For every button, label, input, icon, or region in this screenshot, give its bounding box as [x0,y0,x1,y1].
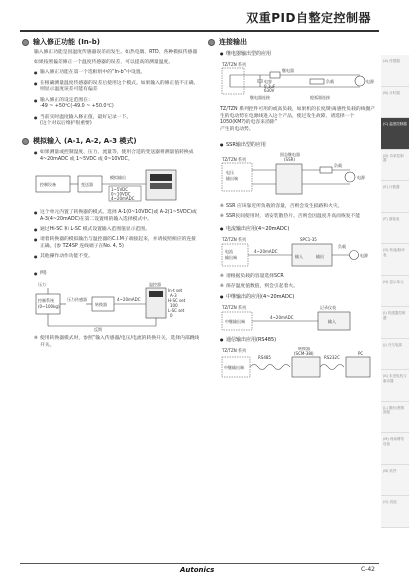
label-model: TZ/TZN 系列 [222,62,246,68]
label-ssr: 固态继电器 [280,151,300,157]
right-column [208,38,376,381]
label-relay: 继电器 [282,68,294,74]
example-label: ● 例) [34,271,200,277]
label-temperature-controller: 温控器 [149,282,161,288]
section-input-correction-heading [22,38,200,47]
sidebar-item-logic-panels[interactable]: (L) 图形/逻辑面板 [381,402,409,434]
analog-input-diagram [34,166,200,206]
label-model: TZ/TZN 系列 [222,305,246,311]
section-subtitle: (In-b) [78,38,100,46]
label-load: 负载 [326,79,334,85]
range-0-10vdc: 0~10VDC [111,191,131,197]
sidebar-item-counters[interactable]: (E) 计数器 [381,181,409,213]
label-load: 负载 [338,243,346,249]
communication-output-diagram [220,347,376,381]
bullet-item: ● 在根确测量温度传感器的误差后使用这个模式。如果输入的修正值不正确，则显示温度误差可能有偏差 [34,81,200,94]
param-lsc: L-SC set [168,308,185,314]
bullet-item: ● 这个单元内置了转换器的模式。选择 A-1(0~10VDC)或 A-2(1~5VDC)或 A-3(4~20mADC)在第二设置组的输入选择模式中。 [34,210,200,223]
label-converter: 转换器 [95,302,107,308]
param-in-t: In-t set [168,288,183,294]
subsection-heading: ● 通信输出应用(RS485) [220,337,376,344]
section-title: 输入修正功能 [33,38,75,46]
section-subtitle: (A-1, A-2, A-3 模式) [64,136,137,145]
section-title: 模拟输入 [33,136,61,145]
note-item: ※ SSR民间使用时，请安装散热片。否则会因温度升高而恢复不能 [220,214,376,220]
label-feedback: 反馈 [94,327,102,333]
paragraph-text: 产生的电动势。 [220,126,254,132]
pressure-example-diagram [34,280,200,332]
sidebar-item-sensor-controllers[interactable]: (I) 传感器控制器 [381,307,409,339]
label-signal: 4~20mADC [270,315,294,321]
paragraph: 如果按照偏差修正一个温度传感器的误差，可以提高的测量温度。 [34,59,174,65]
power-source-icon [355,76,365,86]
twisted-pair-line [250,364,290,369]
param-100: 100 [170,303,178,309]
page-footer [0,557,409,579]
note-item: ※ 请根据负载的容量选择SCR [220,274,376,280]
label-control-device: 控制设备 [40,182,56,188]
sidebar-item-power-controllers[interactable]: (D) 功率控制器 [381,150,409,182]
label-rs485: RS485 [258,354,271,360]
range-1-5vdc: 1~5VDC [111,187,129,193]
sidebar-item-timers[interactable]: (B) 计时器 [381,87,409,119]
label-analog-output: 模拟输出 [110,175,126,181]
label-rs232c: RS232C [324,354,340,360]
section-output-connection-heading [208,38,376,47]
bullet-item [34,98,200,111]
label-load: 负载 [334,162,342,168]
label-pressure-sensor: 压力传感器 [67,297,87,303]
label-converter: 转换器 [298,346,310,351]
label-retransmit-terminal: 中继输出端 [225,319,245,325]
label-output-terminal: 输出端 [225,254,237,260]
bullet-note: (这个对以后维护很重要) [40,121,92,127]
sidebar-item-field-network[interactable]: (M) 现场网络设备 [381,433,409,465]
section-analog-input-heading [22,137,200,146]
footer-rule [20,563,379,564]
bullet-item [34,115,200,128]
label-model: TZ/TZN 系列 [222,236,246,242]
sidebar-item-temperature-controllers[interactable]: (C) 温度控制器 [381,118,409,150]
brand-logo: Autonics [180,566,215,574]
subsection-heading: ● 中继输出的应用(4~20mADC) [220,294,376,301]
range-text: -49 ~ +50℃(-49.0 ~ +50.0℃) [40,104,114,110]
sidebar-item-stepper-motors[interactable]: (K) 步进电机与驱动器 [381,370,409,402]
label-retransmit-terminal: 中继输出端 [224,364,244,370]
analog-input-schematic [34,166,194,206]
label-control-system: 控制系统 [38,298,54,304]
current-output-diagram [220,236,376,270]
note-item: ※ 保存温度值数值，则会引起着火。 [220,284,376,290]
label-signal: 4~20mADC [254,248,278,254]
label-cap-value: 0.1uF [264,84,276,90]
label-spark-connection: 熄弧器连接 [310,95,330,101]
label-power: 电源 [366,79,374,85]
sidebar-item-panel-meters[interactable]: (F) 面板表 [381,213,409,245]
bullet-item: ● 其他操作动作功能不变。 [34,254,200,260]
bullet-item: ● 输入修正功能在第一个选框组中的“In-b”中设置。 [34,70,200,76]
bullet-text: 当前实时温度输入修正值，最好记录一下。 [40,114,132,120]
label-input: 输入 [328,319,336,325]
bullet-item: ● 请着转换器的模拟输出与温控器的C.I.M子端接起来，并请按照相应的连接正确。(参 TZ4SP 连线端子在No. 4, 5) [34,237,200,250]
label-recorder: 记录仪表 [320,305,336,311]
range-4-20madc: 4~20mADC [111,196,135,202]
section-title: 连接输出 [219,38,247,46]
bullet-item: ● 通过Hi-SC 和 L-SC 模式设置输入范围值显示范围。 [34,227,200,233]
page-number: C-42 [361,566,375,573]
label-voltage: 电压 [226,169,234,175]
label-model: TZ/TZN 系列 [222,156,246,162]
note-item: ※ SSR 应该靠近所负载的容量，否则会发生损路和火灾。 [220,204,376,210]
label-transmitter: 变送器 [81,182,93,188]
bullet-item: ● 如果测量或控制湿度、压力、流量等，使用合适的变送器将测量值转换成 4~20mADC 或 1~5VDC 或 0~10VDC。 [34,150,200,163]
label-pressure-range: (0~100kg) [38,304,60,310]
label-model: TZ/TZN 系列 [222,347,246,353]
label-spc: SPC1-35 [300,236,317,242]
sidebar-item-power-supplies[interactable]: (J) 开关电源 [381,339,409,371]
subsection-heading: ● 电流输出应用(4~20mADC) [220,226,376,233]
bullet-text: 输入修正的设定范围在： [40,97,93,103]
relay-schematic [220,61,375,101]
page-title: 双重PID自整定控制器 [246,11,371,25]
twisted-pair-line [320,364,344,369]
label-pressure: 压力 [38,282,46,288]
sidebar-item-sensors[interactable]: (A) 传感器 [381,55,409,87]
retransmit-schematic [220,304,375,334]
current-output-schematic [220,236,375,270]
label-pc: PC [358,350,364,356]
ssr-output-diagram [220,152,376,200]
param-a3: A-3 [170,293,177,299]
page-header [0,0,409,30]
rs485-schematic [220,347,375,381]
label-input: 输入 [295,253,303,259]
paragraph-text: TZ/TZN 系列控件可用的或高负载，如果机的长度/距离感性负载的线圈产生的电动势在电源线进入这个产品，使过发生故障，请选择一个1050(KM?)的电容来消除“ [220,107,376,126]
param-hsc: H-SC set [168,298,186,304]
section-bullet-icon [22,39,29,46]
label-power: 电源 [360,252,368,258]
pressure-schematic [34,280,194,332]
paragraph: 输入修正功能是因温度传感器误差而发生。如热电偶、RTD、各种模拟传感器 [34,50,198,56]
label-relay-connection: 继电器连接 [250,95,270,101]
power-source-icon [345,172,355,182]
note-item: ※ 使用转换器模式时，参照“输入传感器/电压/电流的转换开关，选择内部跳线开关。 [34,336,200,349]
label-signal: 4~20mADC [117,297,141,303]
subsection-heading: ● SSR输出型的应用 [220,142,376,149]
label-current: 电流 [225,248,233,254]
relay-output-diagram [220,61,376,101]
left-column [22,38,200,349]
ssr-schematic [220,152,375,200]
label-ssr-abbrev: (SSR) [284,156,295,162]
label-capacitor: 电容 [264,79,272,85]
sidebar-item-software[interactable]: (N) 软件 [381,465,409,497]
section-bullet-icon [22,138,29,145]
label-output-terminal: 输出端 [226,175,238,181]
power-source-icon [350,250,359,259]
sidebar-item-other[interactable]: (O) 其他 [381,496,409,528]
sidebar-item-display-units[interactable]: (H) 显示单元 [381,276,409,308]
label-output: 输出 [316,253,324,259]
pc-icon [346,357,370,377]
header-rule [20,30,379,32]
category-sidebar [381,55,409,528]
section-bullet-icon [208,39,215,46]
paragraph [220,107,376,133]
label-power: 电源 [357,174,365,180]
label-cap-voltage: 630V [264,88,275,94]
relay-transmit-diagram [220,304,376,334]
param-0: 0 [170,313,173,319]
label-converter-model: (SCM-38I) [294,350,314,356]
sidebar-item-tachometers[interactable]: (G) 转速/脉冲表 [381,244,409,276]
subsection-heading: ● 继电器输出型的应用 [220,51,376,58]
